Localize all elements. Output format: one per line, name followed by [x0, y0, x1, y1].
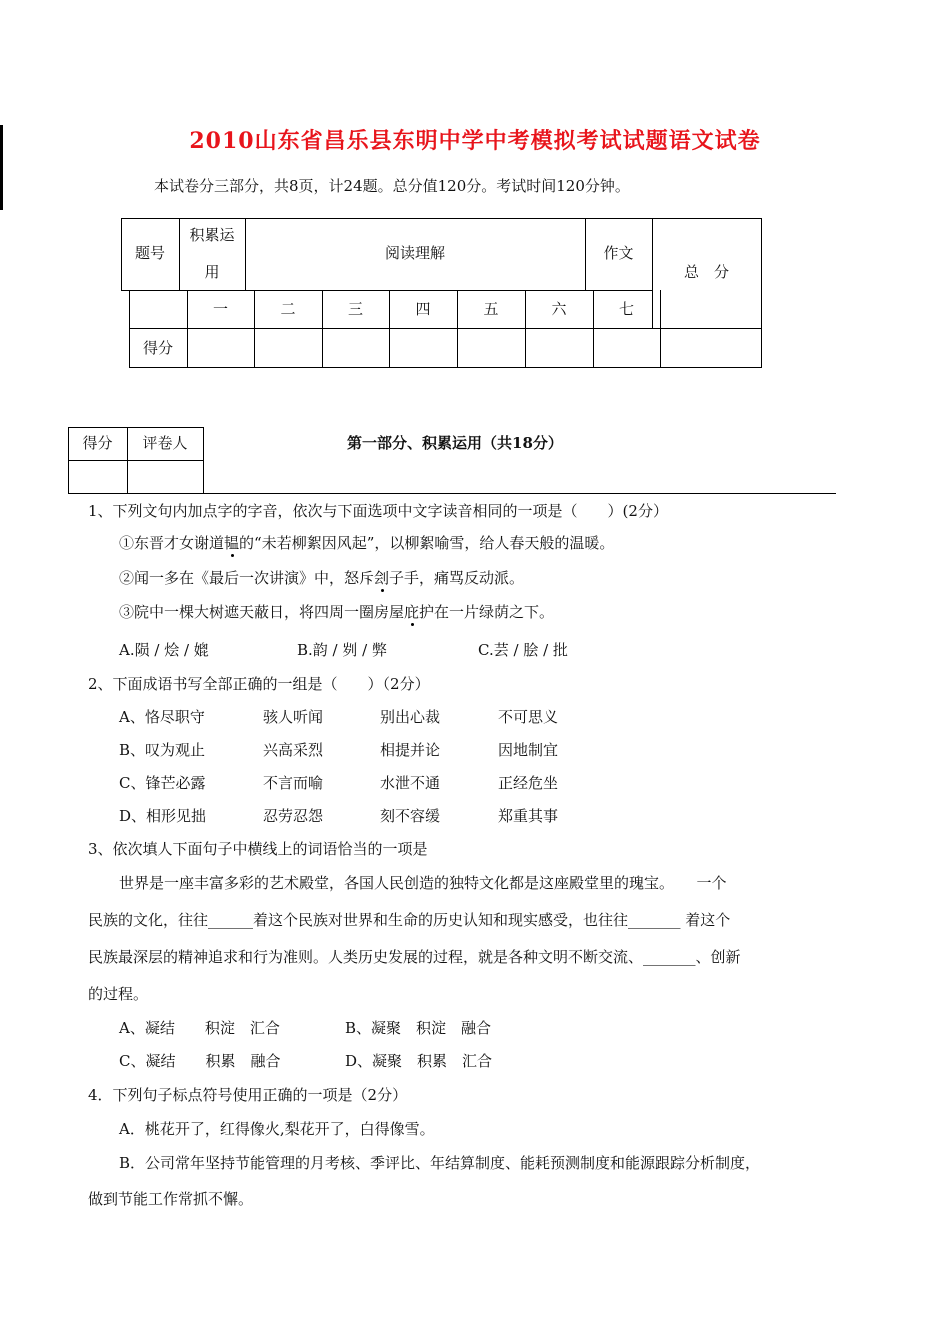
header-zongfen: 总 分: [683, 263, 729, 281]
col-num-2: 二: [280, 300, 296, 318]
q1-stem: 1、下列文句内加点字的字音，依次与下面选项中文字读音相同的一项是（ ）(2分）: [88, 502, 668, 520]
q2-row-b-3: 相提并论: [380, 741, 441, 759]
q2-row-d-1: D、相形见拙: [119, 807, 207, 825]
q2-row-a-3: 别出心裁: [380, 708, 441, 726]
q2-row-c-4: 正经危坐: [498, 774, 559, 792]
q1-sentence-1: ①东晋才女谢道韫的“未若柳絮因风起”，以柳絮喻雪，给人春天般的温暖。: [119, 534, 615, 552]
q1-option-c: C.芸 / 脍 / 批: [478, 641, 568, 659]
col-num-3: 三: [347, 300, 363, 318]
q3-passage-line-4: 的过程。: [88, 985, 149, 1003]
q2-row-d-2: 忍劳忍怨: [263, 807, 324, 825]
header-zuowen: 作文: [603, 244, 634, 262]
q4-stem: 4．下列句子标点符号使用正确的一项是（2分）: [88, 1086, 408, 1104]
row-defen: 得分: [142, 339, 173, 357]
grader-score-label: 得分: [82, 434, 113, 452]
q2-row-a-1: A、恪尽职守: [119, 708, 205, 726]
header-tihao: 题号: [134, 244, 165, 262]
q3-option-c: C、凝结 积累 融合: [119, 1052, 281, 1070]
page-title: 2010山东省昌乐县东明中学中考模拟考试试题语文试卷: [189, 128, 761, 154]
col-num-4: 四: [415, 300, 431, 318]
q3-passage-line-2: 民族的文化，往往______着这个民族对世界和生命的历史认知和现实感受，也往往_______ 着这个: [88, 911, 731, 929]
q2-row-c-3: 水泄不通: [380, 774, 441, 792]
q4-option-b-line-2: 做到节能工作常抓不懈。: [88, 1190, 254, 1208]
header-jilei-line2: 用: [204, 263, 220, 281]
exam-intro: 本试卷分三部分，共8页，计24题。总分值120分。考试时间120分钟。: [154, 177, 630, 195]
q3-passage-line-3: 民族最深层的精神追求和行为准则。人类历史发展的过程，就是各种文明不断交流、_______、创新: [88, 948, 741, 966]
q2-row-b-4: 因地制宜: [498, 741, 559, 759]
q4-option-a: A．桃花开了，红得像火,梨花开了，白得像雪。: [119, 1120, 435, 1138]
q2-row-b-1: B、叹为观止: [119, 741, 206, 759]
q3-option-d: D、凝聚 积累 汇合: [345, 1052, 493, 1070]
q1-sentence-3: ③院中一棵大树遮天蔽日，将四周一圈房屋庇护在一片绿荫之下。: [119, 603, 555, 621]
q2-row-d-3: 刻不容缓: [380, 807, 441, 825]
col-num-5: 五: [483, 300, 499, 318]
emphasis-dot-char: 庇: [404, 603, 420, 621]
q3-option-b: B、凝聚 积淀 融合: [345, 1019, 492, 1037]
col-num-1: 一: [212, 300, 228, 318]
q3-passage-line-1: 世界是一座丰富多彩的艺术殿堂，各国人民创造的独特文化都是这座殿堂里的瑰宝。 一个: [119, 874, 727, 892]
q1-option-b: B.韵 / 刿 / 弊: [297, 641, 387, 659]
q2-row-c-2: 不言而喻: [263, 774, 324, 792]
col-num-6: 六: [551, 300, 567, 318]
q3-stem: 3、依次填人下面句子中横线上的词语恰当的一项是: [88, 840, 428, 858]
col-num-7: 七: [618, 300, 634, 318]
q2-row-b-2: 兴高采烈: [263, 741, 324, 759]
grader-name-label: 评卷人: [142, 434, 188, 452]
header-jilei-line1: 积累运: [189, 226, 235, 244]
section1-title: 第一部分、积累运用（共18分）: [347, 434, 563, 452]
q4-option-b-line-1: B．公司常年坚持节能管理的月考核、季评比、年结算制度、能耗预测制度和能源跟踪分析制度，: [119, 1154, 761, 1172]
q1-option-a: A.陨 / 烩 / 媲: [119, 641, 209, 659]
header-yuedu: 阅读理解: [384, 244, 445, 262]
q2-row-a-2: 骇人听闻: [263, 708, 324, 726]
q2-row-d-4: 郑重其事: [498, 807, 559, 825]
emphasis-dot-char: 韫: [224, 534, 240, 552]
q3-option-a: A、凝结 积淀 汇合: [119, 1019, 280, 1037]
emphasis-dot-char: 刽: [374, 569, 390, 587]
q2-row-a-4: 不可思义: [498, 708, 559, 726]
q2-stem: 2、下面成语书写全部正确的一组是（ ）（2分）: [88, 675, 430, 693]
q1-sentence-2: ②闻一多在《最后一次讲演》中，怒斥刽子手，痛骂反动派。: [119, 569, 525, 587]
q2-row-c-1: C、锋芒必露: [119, 774, 206, 792]
